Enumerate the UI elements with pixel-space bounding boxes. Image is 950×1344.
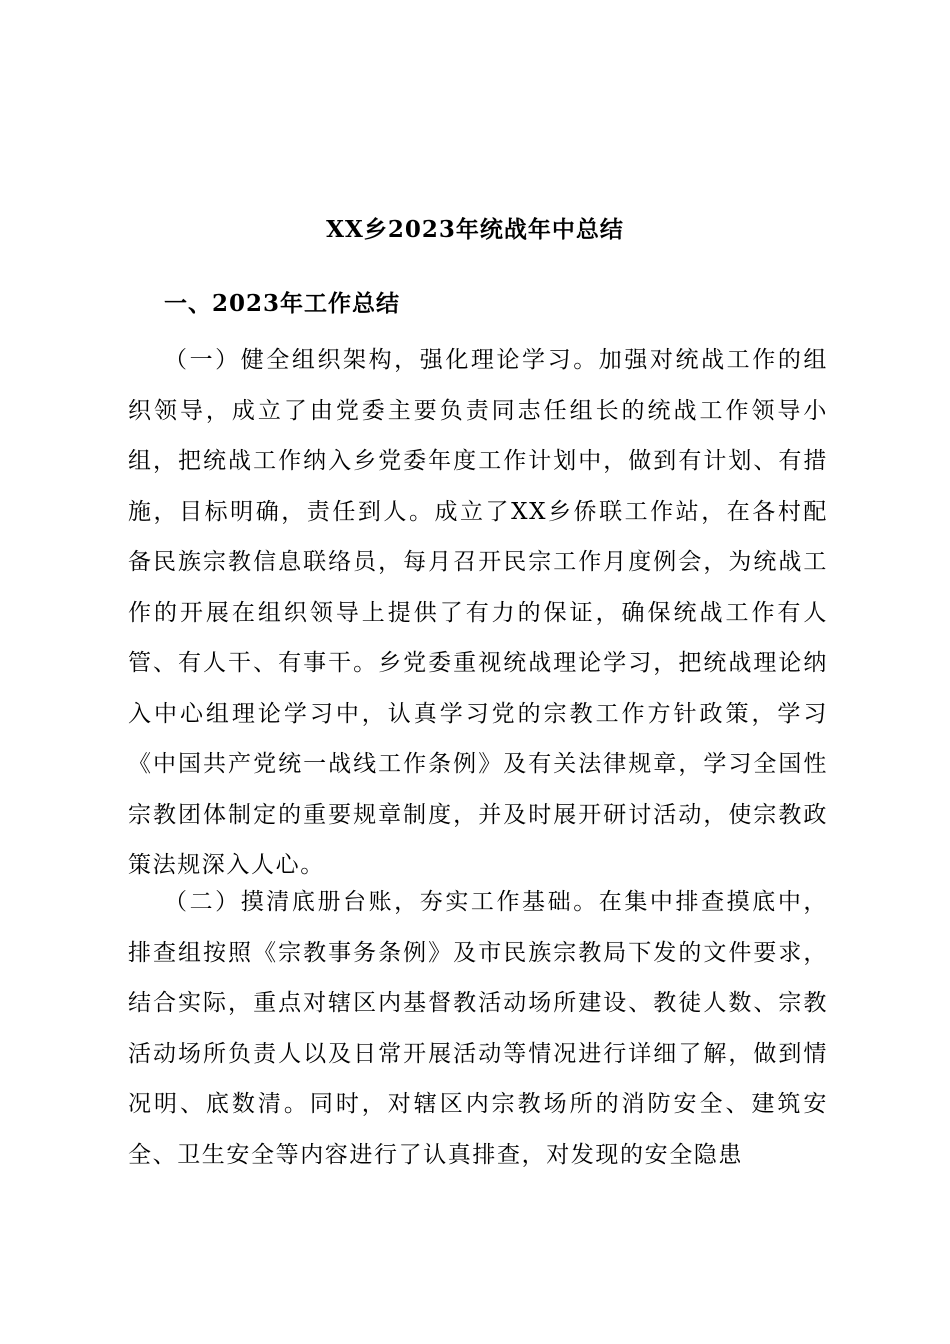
paragraph-1: （一）健全组织架构，强化理论学习。加强对统战工作的组织领导，成立了由党委主要负责同志任组长的统战工作领导小组，把统战工作纳入乡党委年度工作计划中，做到有计划、有措施，目标明确，责任到人。成立了XX乡侨联工作站，在各村配备民族宗教信息联络员，每月召开民宗工作月度例会，为统战工作的开展在组织领导上提供了有力的保证，确保统战工作有人管、有人干、有事干。乡党委重视统战理论学习，把统战理论纳入中心组理论学习中，认真学习党的宗教工作方针政策，学习《中国共产党统一战线工作条例》及有关法律规章，学习全国性宗教团体制定的重要规章制度，并及时展开研讨活动，使宗教政策法规深入人心。 [128, 347, 828, 878]
document-title: XX乡2023年统战年中总结 [326, 216, 624, 243]
paragraph-2: （二）摸清底册台账，夯实工作基础。在集中排查摸底中，排查组按照《宗教事务条例》及市民族宗教局下发的文件要求，结合实际，重点对辖区内基督教活动场所建设、教徒人数、宗教活动场所负责人以及日常开展活动等情况进行详细了解，做到情况明、底数清。同时，对辖区内宗教场所的消防安全、建筑安全、卫生安全等内容进行了认真排查，对发现的安全隐患 [128, 889, 828, 1168]
section-heading: 一、2023年工作总结 [164, 290, 401, 317]
